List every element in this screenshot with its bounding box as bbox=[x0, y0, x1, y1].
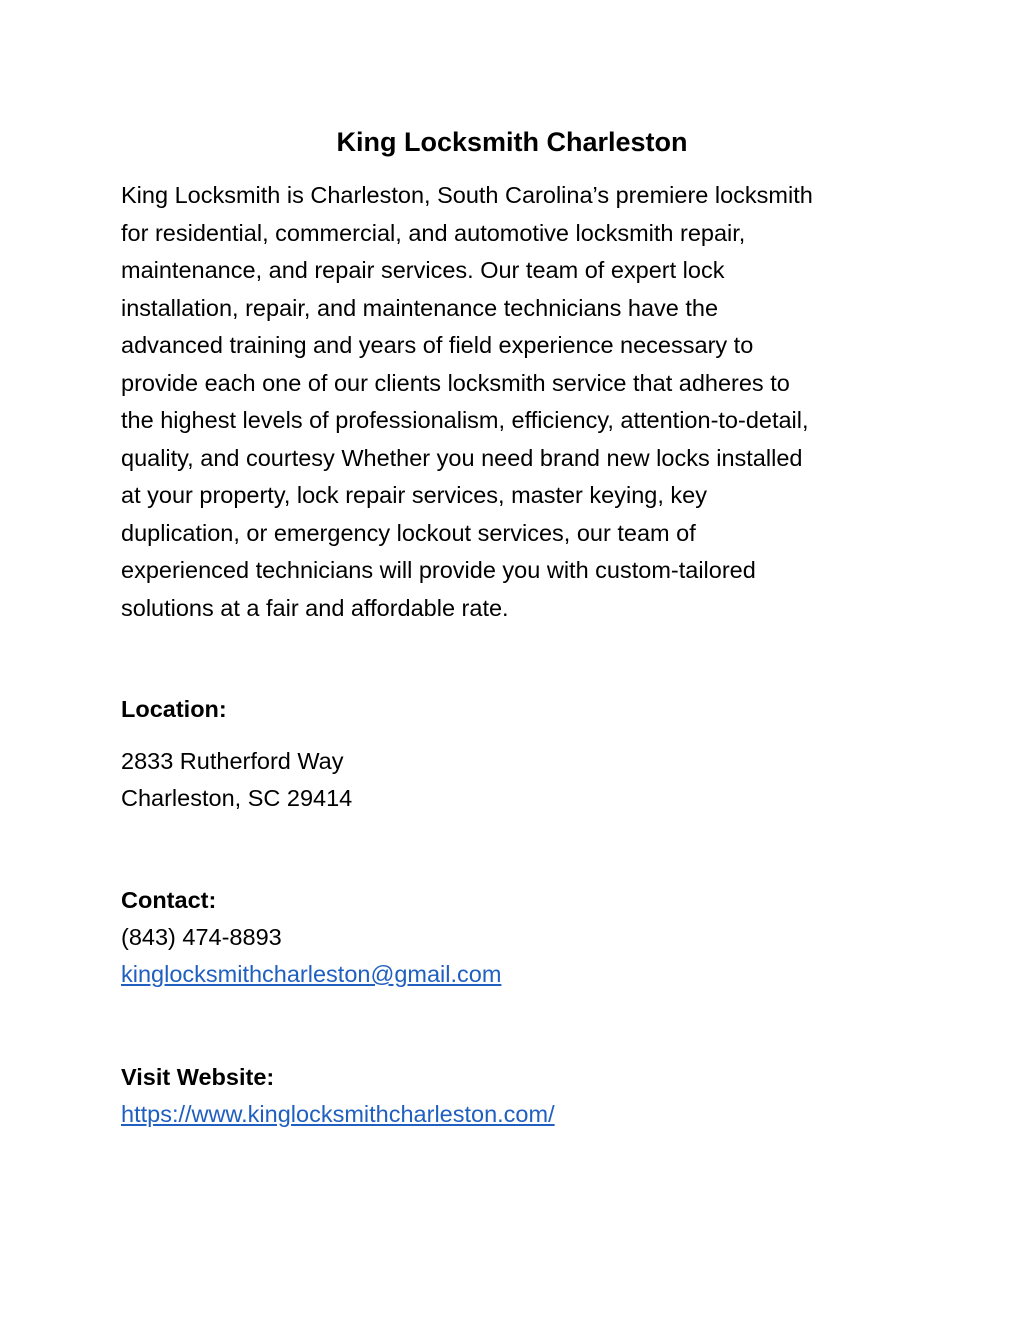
contact-label: Contact: bbox=[121, 887, 217, 913]
intro-paragraph bbox=[121, 177, 921, 627]
website-label: Visit Website: bbox=[121, 1064, 275, 1090]
website-link[interactable]: https://www.kinglocksmithcharleston.com/ bbox=[121, 1101, 555, 1127]
email-link[interactable]: kinglocksmithcharleston@gmail.com bbox=[121, 961, 502, 987]
intro-line: provide each one of our clients locksmith service that adheres to bbox=[121, 369, 790, 396]
location-label: Location: bbox=[121, 696, 227, 722]
address-line-1: 2833 Rutherford Way bbox=[121, 748, 344, 774]
intro-line: the highest levels of professionalism, efficiency, attention-to-detail, bbox=[121, 407, 809, 433]
email-line bbox=[121, 956, 501, 993]
intro-line: experienced technicians will provide you with custom-tailored bbox=[121, 557, 756, 583]
intro-line: duplication, or emergency lockout services, our team of bbox=[121, 519, 696, 546]
phone-number: (843) 474-8893 bbox=[121, 924, 282, 950]
address-line-2: Charleston, SC 29414 bbox=[121, 785, 353, 811]
intro-line: quality, and courtesy Whether you need brand new locks installed bbox=[121, 444, 803, 471]
website-line bbox=[121, 1096, 555, 1133]
intro-line: at your property, lock repair services, master keying, key bbox=[121, 482, 707, 508]
intro-line: solutions at a fair and affordable rate. bbox=[121, 594, 509, 621]
intro-line: King Locksmith is Charleston, South Carolina’s premiere locksmith bbox=[121, 182, 813, 208]
intro-line: advanced training and years of field experience necessary to bbox=[121, 332, 754, 358]
document-title: King Locksmith Charleston bbox=[336, 127, 688, 157]
intro-line: for residential, commercial, and automotive locksmith repair, bbox=[121, 219, 746, 246]
intro-line: maintenance, and repair services. Our team of expert lock bbox=[121, 257, 725, 283]
intro-line: installation, repair, and maintenance technicians have the bbox=[121, 294, 719, 321]
